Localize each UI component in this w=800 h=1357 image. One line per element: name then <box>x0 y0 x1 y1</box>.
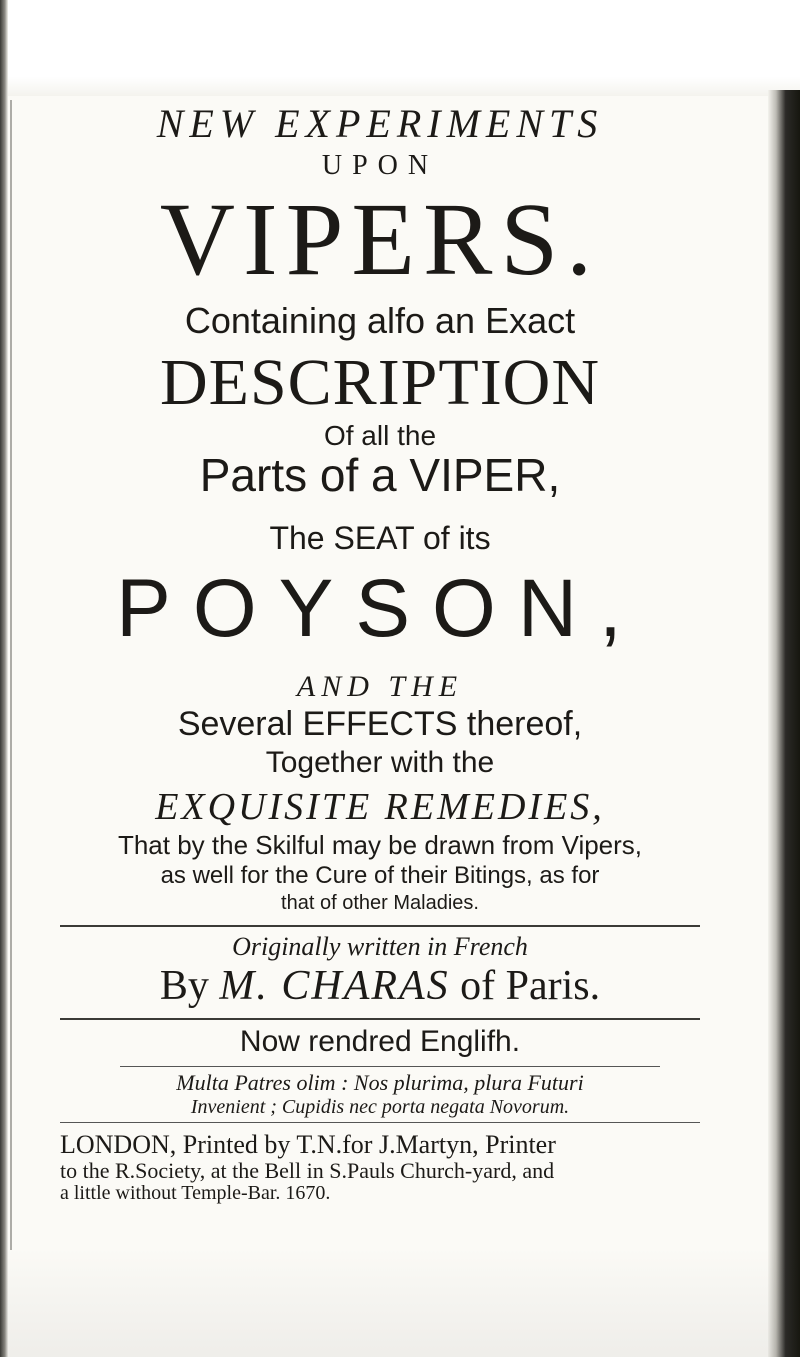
that-by-text: That by the Skilful may be drawn from Vipers, <box>117 830 643 860</box>
imprint-line: a little without Temple-Bar. 1670. <box>60 1182 331 1204</box>
exquisite-remedies-heading: EXQUISITE REMEDIES, <box>155 786 605 828</box>
containing-text: Containing alfo an Exact <box>184 300 576 341</box>
imprint-line: to the R.Society, at the Bell in S.Pauls Church-yard, and <box>60 1158 555 1183</box>
and-the-text: AND THE <box>296 670 464 703</box>
seat-text: The SEAT of its <box>269 520 491 556</box>
divider-rule <box>60 925 700 927</box>
as-well-text: as well for the Cure of their Bitings, as for <box>160 862 600 889</box>
main-title: VIPERS. <box>159 182 601 297</box>
motto-line: Invenient ; Cupidis nec porta negata Novorum. <box>190 1096 570 1118</box>
several-effects-text: Several EFFECTS thereof, <box>177 705 583 743</box>
description-heading: DESCRIPTION <box>159 346 601 419</box>
divider-rule <box>60 1018 700 1020</box>
upon-text: UPON <box>321 150 439 181</box>
author-name: M. CHARAS <box>219 963 450 1009</box>
parts-text: Parts of a VIPER, <box>199 449 561 501</box>
originally-text: Originally written in French <box>232 932 528 961</box>
page-left-edge <box>0 0 8 1357</box>
motto-line: Multa Patres olim : Nos plurima, plura Futuri <box>176 1070 584 1095</box>
that-of-text: that of other Maladies. <box>281 892 479 914</box>
page-left-margin-line <box>10 100 12 1250</box>
by-prefix: By <box>159 963 209 1009</box>
poyson-heading: POYSON, <box>116 563 644 654</box>
author-line <box>60 962 700 1010</box>
rendered-text: Now rendred Englifh. <box>239 1025 521 1058</box>
of-paris: of Paris. <box>460 963 601 1009</box>
page-right-edge <box>768 90 800 1357</box>
divider-rule <box>60 1122 700 1123</box>
header-text: NEW EXPERIMENTS <box>156 101 604 146</box>
together-text: Together with the <box>265 746 495 779</box>
divider-rule <box>120 1066 660 1067</box>
of-all-the-text: Of all the <box>323 420 437 451</box>
title-page <box>60 0 700 1357</box>
imprint-line: LONDON, Printed by T.N.for J.Martyn, Printer <box>60 1130 556 1159</box>
